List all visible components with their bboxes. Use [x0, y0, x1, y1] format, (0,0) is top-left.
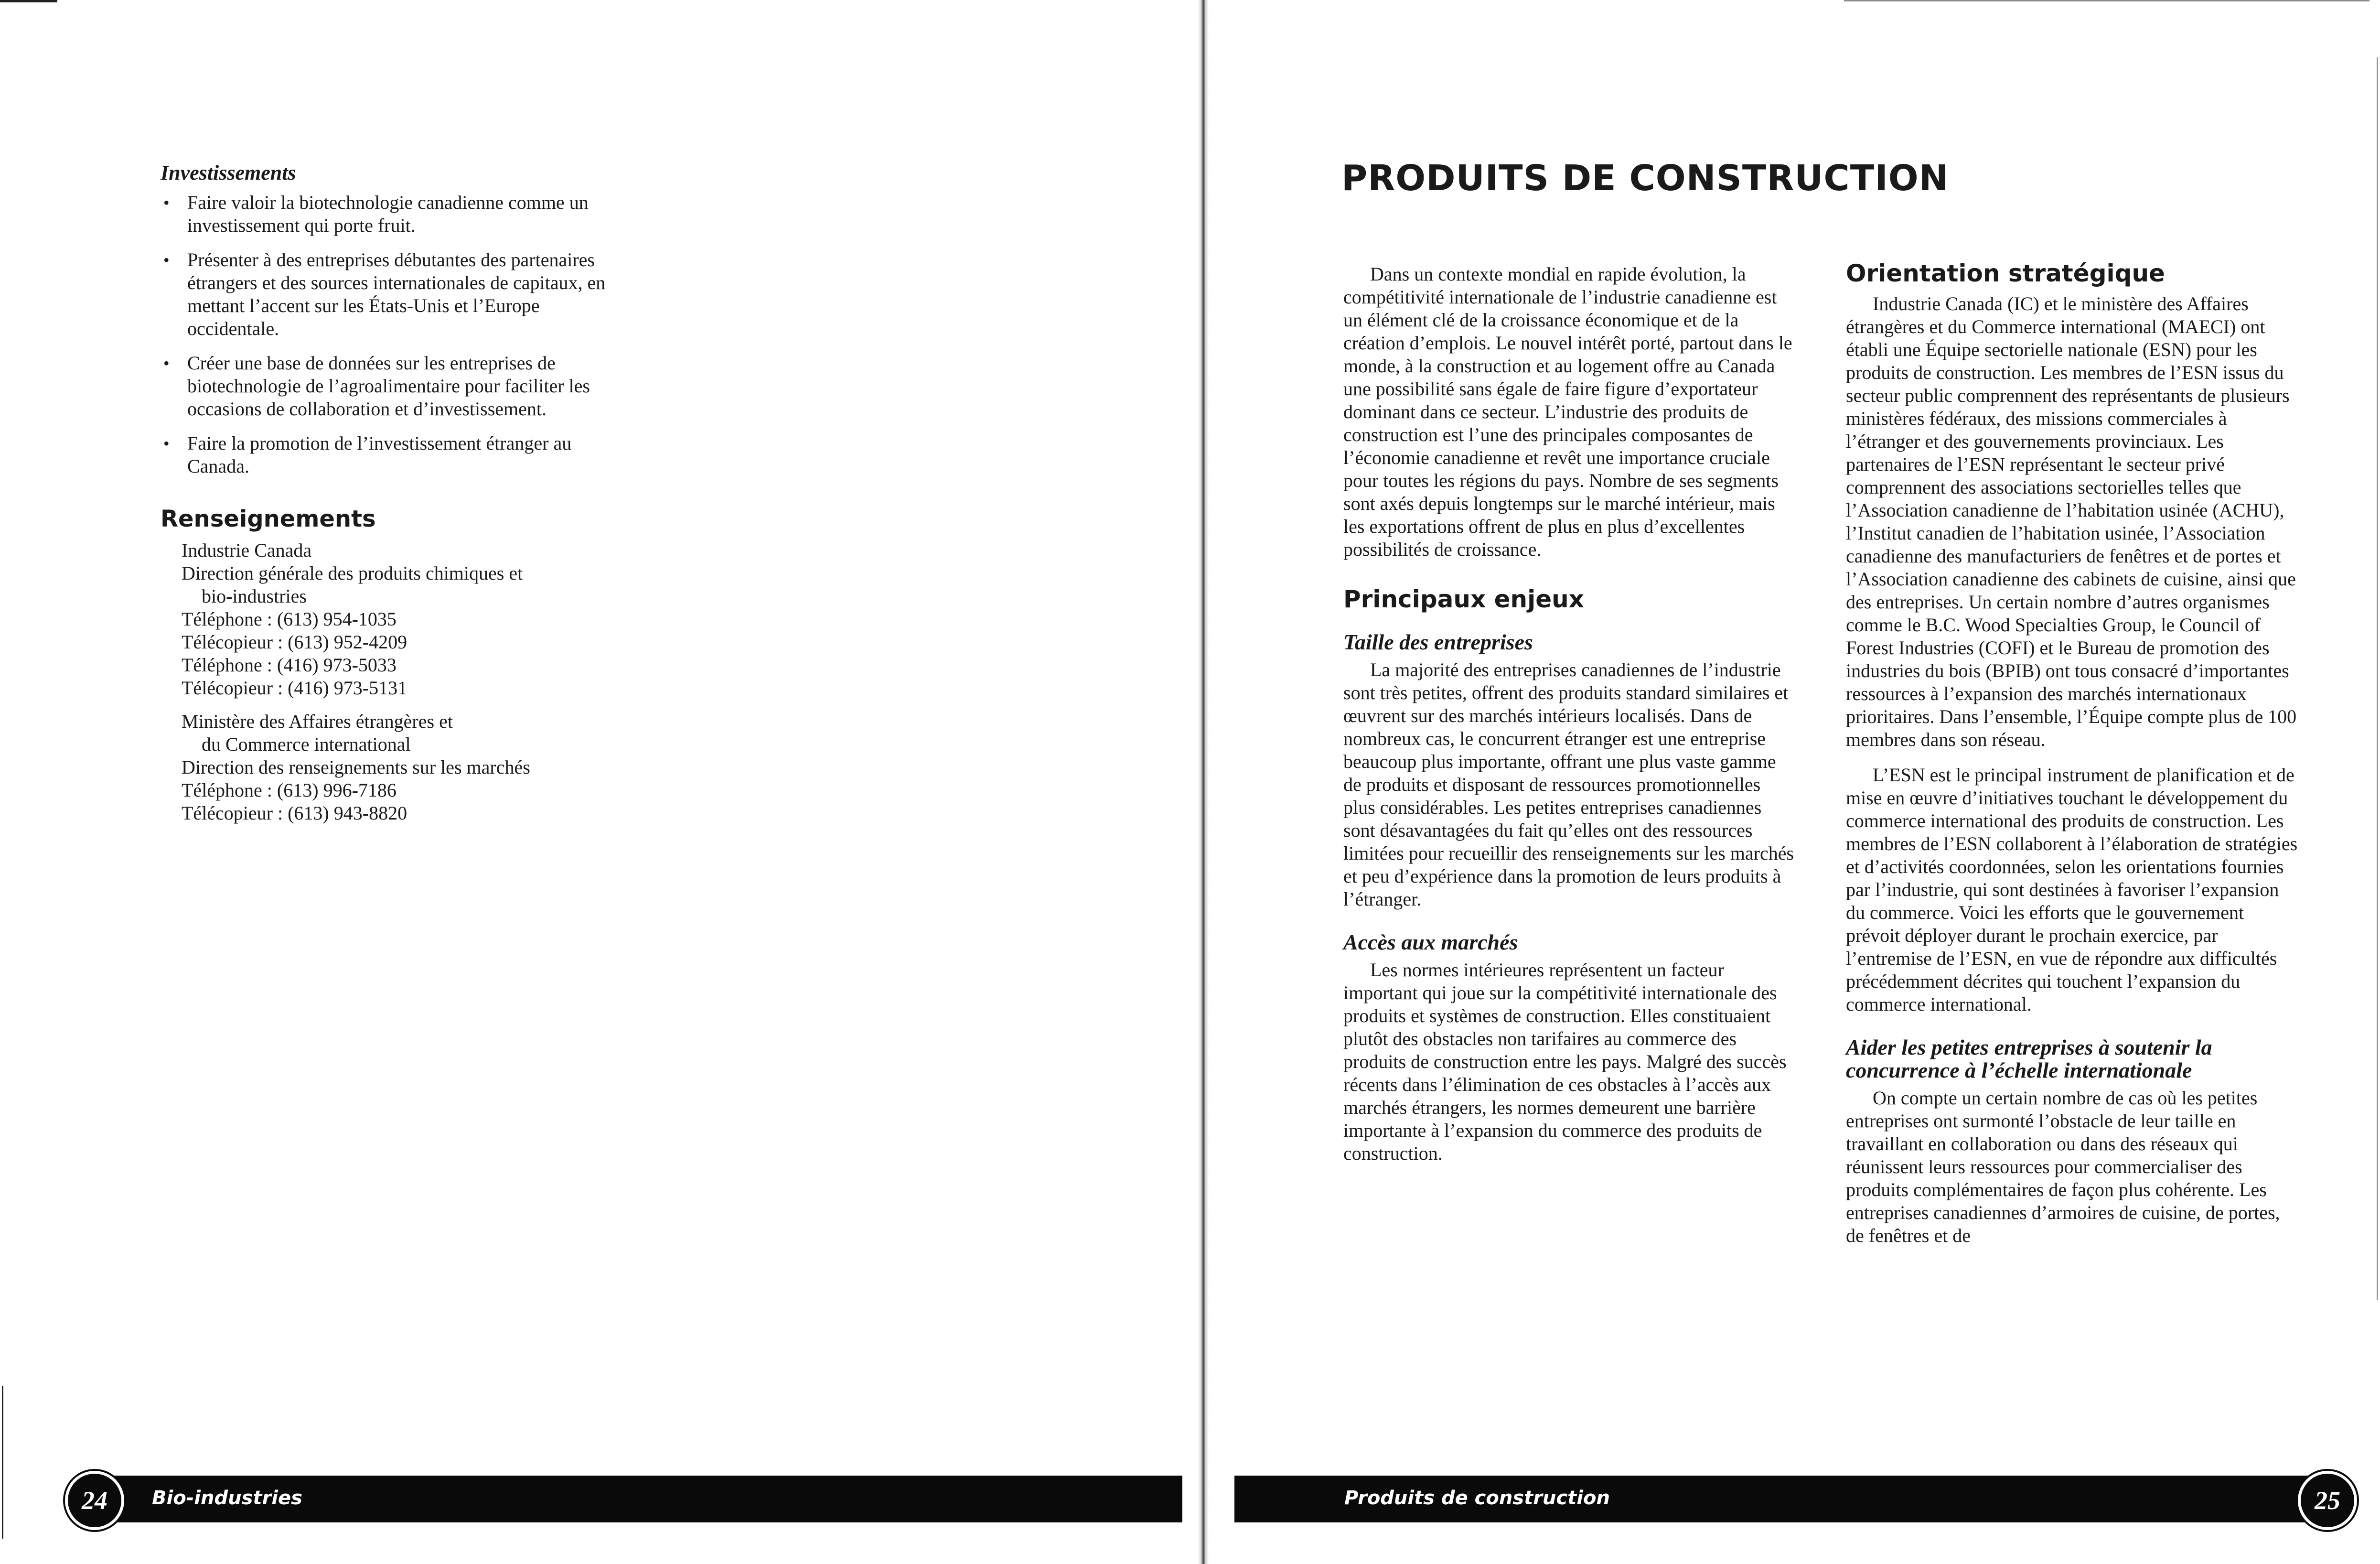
contact-phone: Téléphone : (613) 954-1035: [182, 608, 397, 630]
scan-edge-left: [2, 1386, 3, 1539]
contact-org-cont: du Commerce international: [202, 733, 411, 755]
help-heading: Aider les petites entreprises à soutenir la concurrence à l’échelle internationale: [1846, 1035, 2212, 1082]
strategy-paragraph: Industrie Canada (IC) et le ministère des Affaires étrangères et du Commerce international (MAECI) ont établi une Équipe sectorielle nationale (ESN) pour les produits de construction. Les membres de l’ESN issus du secteur public comprennent des représentants de plusieurs ministères fédéraux, des missions commerciales à l’étranger et des gouvernements provinciaux. Les partenaires de l’ESN représentant le secteur privé comprennent des associations sectorielles telles que l’Association canadienne de l’habitation usinée (ACHU), l’Institut canadien de l’habitation usinée, l’Association canadienne des manufacturiers de fenêtres et de portes et l’Association canadienne des cabinets de cuisine, ainsi que des entreprises. Un certain nombre d’autres organismes comme le B.C. Wood Specialties Group, le Council of Forest Industries (COFI) et le Bureau de promotion des industries du bois (BPIB) ont tous consacré d’importantes ressources à l’expansion des marchés internationaux prioritaires. Dans l’ensemble, l’Équipe compte plus de 100 membres dans son réseau.: [1846, 293, 2297, 750]
size-paragraph: La majorité des entreprises canadiennes de l’industrie sont très petites, offrent des produits standard similaires et œuvrent sur des marchés intérieurs localisés. Dans de nombreux cas, le concurrent étranger est une entreprise beaucoup plus importante, offrant une plus vaste gamme de produits et disposant de ressources promotionnelles plus considérables. Les petites entreprises canadiennes sont désavantagées du fait qu’elles ont des ressources limitées pour recueillir des renseignements sur les marchés et peu d’expérience dans la promotion de leurs produits à l’étranger.: [1343, 659, 1794, 910]
left-footer-bar: [96, 1476, 1182, 1522]
info-heading: Renseignements: [161, 506, 376, 532]
bullet-icon: •: [163, 434, 170, 453]
scan-edge-top-right: [1844, 0, 2369, 1]
footer-section-label: Bio-industries: [152, 1487, 302, 1509]
scan-edge-top-left: [0, 0, 57, 2]
page-title: PRODUITS DE CONSTRUCTION: [1341, 158, 1949, 199]
scan-edge-right: [2377, 57, 2378, 1300]
contact-dept-cont: bio-industries: [202, 585, 307, 607]
contact-fax: Télécopieur : (613) 943-8820: [182, 802, 407, 824]
contact-phone: Téléphone : (416) 973-5033: [182, 654, 397, 676]
list-item: • Faire la promotion de l’investissement étranger au Canada.: [163, 432, 572, 477]
footer-section-label: Produits de construction: [1344, 1487, 1610, 1509]
contact-block-maeci: [161, 710, 619, 825]
contact-dept: Direction générale des produits chimiques et: [182, 562, 523, 584]
access-paragraph: Les normes intérieures représentent un facteur important qui joue sur la compétitivité internationale des produits et systèmes de construction. Elles constituaient plutôt des obstacles non tarifaires au commerce des produits de construction entre les pays. Malgré des succès récents dans l’élimination de ces obstacles à l’accès aux marchés étrangers, les normes demeurent une barrière importante à l’expansion du commerce des produits de construction.: [1343, 959, 1787, 1164]
bullet-icon: •: [163, 193, 170, 212]
access-heading: Accès aux marchés: [1343, 930, 1518, 954]
book-spine: [1198, 0, 1209, 1564]
contact-org: Industrie Canada: [182, 539, 312, 561]
page-number-badge: 24: [65, 1471, 124, 1530]
strategy-heading: Orientation stratégique: [1846, 259, 2165, 287]
contact-fax: Télécopieur : (613) 952-4209: [182, 631, 407, 653]
list-item: • Créer une base de données sur les entreprises de biotechnologie de l’agroalimentaire pour faciliter les occasions de collaboration et d’investissement.: [163, 352, 590, 420]
right-footer-bar: [1234, 1476, 2319, 1522]
investments-list: [161, 191, 619, 478]
left-page-content: [161, 162, 619, 825]
contact-fax: Télécopieur : (416) 973-5131: [182, 677, 407, 699]
investments-heading: Investissements: [161, 161, 296, 184]
size-heading: Taille des entreprises: [1343, 630, 1533, 654]
contact-block-industry-canada: [161, 539, 619, 700]
left-column: [1343, 263, 1795, 1177]
list-item: • Faire valoir la biotechnologie canadienne comme un investissement qui porte fruit.: [163, 192, 589, 236]
page-number-badge: 25: [2298, 1471, 2357, 1530]
list-item: • Présenter à des entreprises débutantes des partenaires étrangers et des sources internationales de capitaux, en mettant l’accent sur les États-Unis et l’Europe occidentale.: [163, 249, 606, 339]
issues-heading: Principaux enjeux: [1343, 585, 1585, 613]
intro-paragraph: Dans un contexte mondial en rapide évolution, la compétitivité internationale de l’industrie canadienne est un élément clé de la croissance économique et de la création d’emplois. Le nouvel intérêt porté, partout dans le monde, à la construction et au logement offre au Canada une possibilité sans égale de faire figure d’exportateur dominant dans ce secteur. L’industrie des produits de construction est l’une des principales composantes de l’économie canadienne et revêt une importance cruciale pour toutes les régions du pays. Nombre de ses segments sont axés depuis longtemps sur le marché intérieur, mais les exportations offrent de plus en plus d’excellentes possibilités de croissance.: [1343, 263, 1792, 560]
bullet-icon: •: [163, 354, 170, 373]
right-column: [1846, 259, 2298, 1260]
contact-org: Ministère des Affaires étrangères et: [182, 711, 453, 732]
strategy-paragraph: L’ESN est le principal instrument de planification et de mise en œuvre d’initiatives touchant le développement du commerce international des produits de construction. Les membres de l’ESN collaborent à l’élaboration de stratégies et d’activités coordonnées, selon les orientations fournies par l’industrie, qui sont destinées à favoriser l’expansion du commerce. Voici les efforts que le gouvernement prévoit déployer durant le prochain exercice, par l’entremise de l’ESN, en vue de répondre aux difficultés précédemment décrites qui touchent l’expansion du commerce international.: [1846, 764, 2298, 1015]
help-paragraph: On compte un certain nombre de cas où les petites entreprises ont surmonté l’obstacle de leur taille en travaillant en collaboration ou dans des réseaux qui réunissent leurs ressources pour commercialiser des produits complémentaires de façon plus cohérente. Les entreprises canadiennes d’armoires de cuisine, de portes, de fenêtres et de: [1846, 1087, 2280, 1246]
contact-dept: Direction des renseignements sur les marchés: [182, 756, 530, 778]
bullet-icon: •: [163, 250, 170, 270]
contact-phone: Téléphone : (613) 996-7186: [182, 779, 397, 801]
